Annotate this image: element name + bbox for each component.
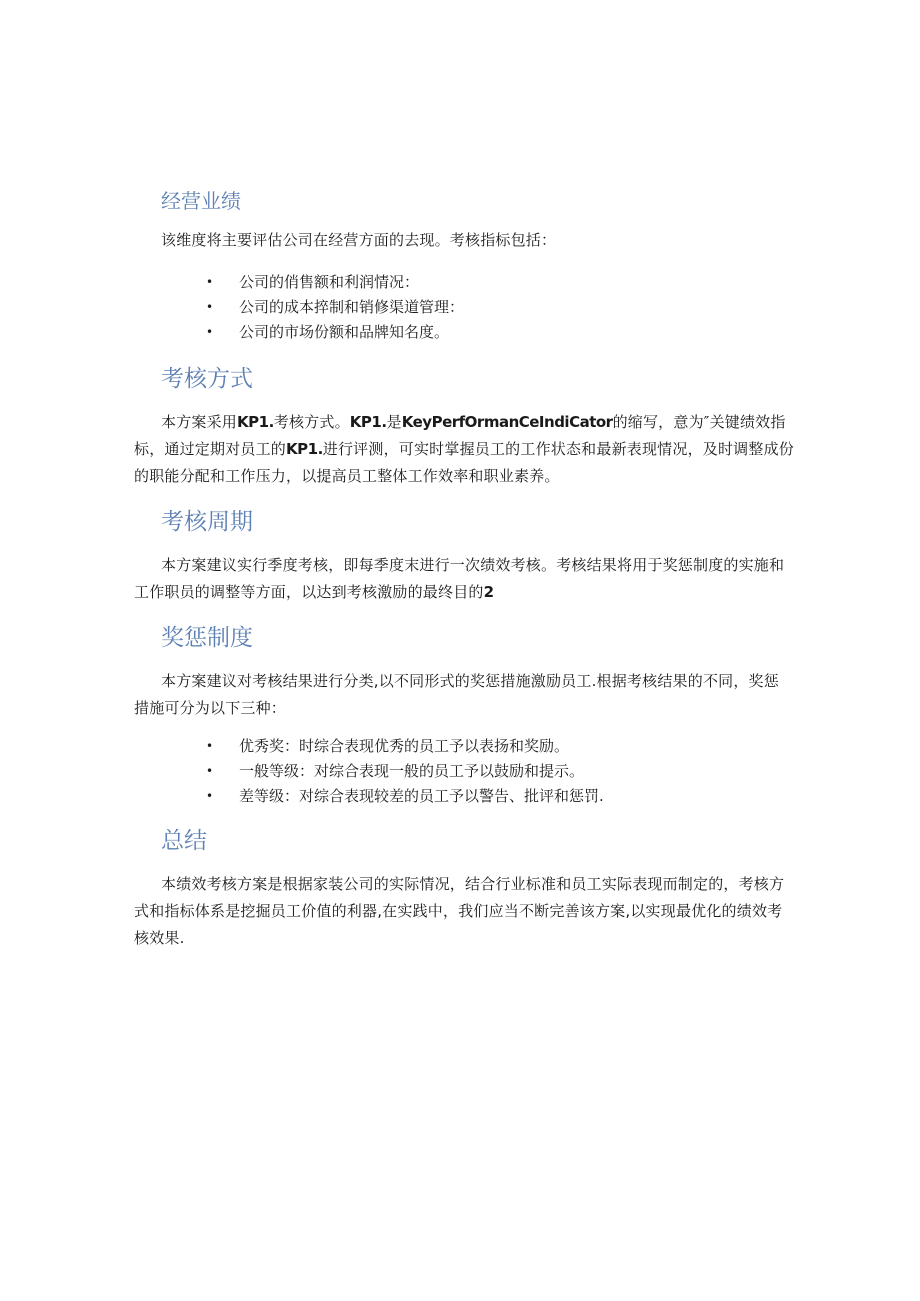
list-item bbox=[134, 734, 794, 759]
list-item-text: 公司的俏售额和利润情况： bbox=[239, 273, 420, 291]
bold-run-kpi: KP1. bbox=[349, 413, 387, 431]
section-heading-assessment-cycle: 考核周期 bbox=[161, 509, 253, 535]
list-item bbox=[134, 320, 794, 345]
section-paragraph-business-performance: 该维度将主要评估公司在经营方面的去现。考核指标包括： bbox=[161, 231, 557, 249]
list-item-text: 差等级：对综合表现较差的员工予以警告、批评和惩罚. bbox=[239, 787, 604, 805]
list-item-text: 一般等级：对综合表现一般的员工予以鼓励和提示。 bbox=[239, 762, 585, 780]
section-paragraph-assessment-method bbox=[134, 409, 794, 490]
text-run: 的缩写，意为″关键绩效指标，通过定期对员工的 bbox=[134, 413, 786, 458]
bullet-icon: • bbox=[206, 789, 214, 803]
section-heading-assessment-method: 考核方式 bbox=[161, 366, 253, 392]
bold-run-kpi: KP1. bbox=[237, 413, 274, 431]
bullet-list-reward-punishment bbox=[134, 734, 794, 809]
bullet-icon: • bbox=[206, 300, 214, 314]
bullet-list-business-performance bbox=[134, 270, 794, 345]
bullet-icon: • bbox=[206, 739, 214, 753]
list-item bbox=[134, 270, 794, 295]
bold-run-kpi: KP1. bbox=[286, 440, 323, 458]
section-heading-reward-punishment: 奖惩制度 bbox=[161, 625, 253, 651]
text-run: 本方案建议实行季度考核，即每季度末进行一次绩效考核。考核结果将用于奖惩制度的实施和工作职员的调整等方面，以达到考核激励的最终目的 bbox=[134, 556, 785, 601]
text-run: 考核方式。 bbox=[273, 413, 350, 431]
list-item-text: 公司的市场份额和品牌知名度。 bbox=[239, 323, 450, 341]
list-item bbox=[134, 784, 794, 809]
bold-run: 2 bbox=[483, 583, 494, 601]
section-paragraph-assessment-cycle bbox=[134, 552, 794, 606]
bullet-icon: • bbox=[206, 764, 214, 778]
document-body bbox=[134, 185, 794, 952]
bullet-icon: • bbox=[206, 275, 214, 289]
list-item bbox=[134, 295, 794, 320]
text-run: 本方案采用 bbox=[161, 413, 238, 431]
section-paragraph-reward-punishment: 本方案建议对考核结果进行分类,以不同形式的奖惩措施激励员工.根据考核结果的不同，奖惩措施可分为以下三种： bbox=[134, 672, 779, 717]
section-paragraph-summary: 本绩效考核方案是根据家装公司的实际情况，结合行业标准和员工实际表现而制定的，考核方式和指标体系是挖掘员工价值的利器,在实践中，我们应当不断完善该方案,以实现最优化的绩效考核效果. bbox=[134, 875, 785, 947]
bullet-icon: • bbox=[206, 325, 214, 339]
section-heading-business-performance: 经营业绩 bbox=[161, 189, 241, 213]
section-heading-summary: 总结 bbox=[161, 828, 207, 854]
text-run: 进行评测，可实时掌握员工的工作状态和最新表现情况，及时调整成份的职能分配和工作压力，以提高员工整体工作效率和职业素养。 bbox=[134, 440, 794, 485]
list-item bbox=[134, 759, 794, 784]
text-run: 是 bbox=[386, 413, 402, 431]
list-item-text: 公司的成本捽制和销修渠道管理： bbox=[239, 298, 465, 316]
list-item-text: 优秀奖：时综合表现优秀的员工予以表扬和奖励。 bbox=[239, 737, 570, 755]
bold-run-kpi-expansion: KeyPerfOrmanCeIndiCator bbox=[401, 413, 613, 431]
